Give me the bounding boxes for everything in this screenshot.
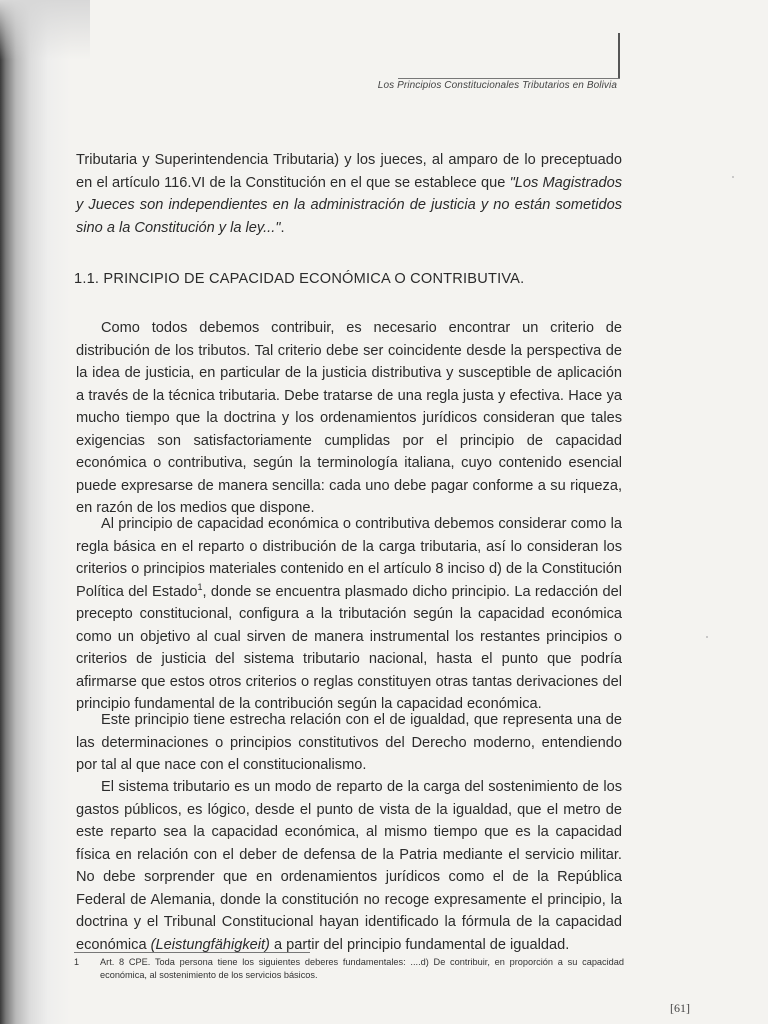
scan-speck (706, 636, 708, 638)
paragraph-4-term: (Leistungfähigkeit) (150, 936, 270, 953)
intro-quote: "Los Magistrados y Jueces son independientes en la administración de justicia y no están sometidos sino a la Constitución y la ley..." (76, 174, 622, 236)
scan-speck (732, 176, 734, 178)
header-horizontal-rule (398, 78, 620, 79)
page-number: [61] (670, 1001, 690, 1015)
paragraph-4-text: El sistema tributario es un modo de reparto de la carga del sostenimiento de los gastos públicos, es lógico, desde el punto de vista de la igualdad, que el metro de este reparto sea la capacidad económica, al mismo tiempo que es la capacidad física en relación con el deber de defensa de la Patria mediante el servicio militar. No debe sorprender que en ordenamientos jurídicos como el de la República Federal de Alemania, donde la constitución no recoge expresamente el principio, la doctrina y el Tribunal Constitucional hayan identificado la fórmula de la capacidad económica (76, 779, 622, 953)
paragraph-4 (76, 776, 622, 956)
intro-end: . (280, 219, 285, 236)
paragraph-2-text-a: Al principio de capacidad económica o contributiva debemos considerar como la regla básica en el reparto o distribución de la carga tributaria, así lo consideran los criterios o principios materiales contenido en el artículo 8 inciso d) de la Constitución Política del Estado (76, 516, 622, 600)
paragraph-1-text: Como todos debemos contribuir, es necesario encontrar un criterio de distribución de los tributos. Tal criterio debe ser coincidente desde la perspectiva de la idea de justicia, en particular de la justicia distributiva y susceptible de aplicación a través de la técnica tributaria. Debe tratarse de una regla justa y efectiva. Hace ya mucho tiempo que la doctrina y los ordenamientos jurídicos consideran que tales exigencias son satisfactoriamente cumplidas por el principio de capacidad económica o contributiva, según la terminología italiana, cuyo contenido esencial puede expresarse de manera sencilla: cada uno debe pagar conforme a su riqueza, en razón de los medios que dispone. (76, 320, 622, 516)
footnote-reference: 1 (197, 581, 203, 592)
page-corner-shadow (0, 0, 90, 60)
paragraph-3 (76, 709, 622, 777)
intro-paragraph (76, 149, 622, 239)
footnote-separator (74, 952, 310, 953)
footnote (74, 956, 624, 982)
page-binding-shadow (0, 0, 70, 1024)
paragraph-2 (76, 513, 622, 716)
paragraph-2-text-b: , donde se encuentra plasmado dicho principio. La redacción del precepto constitucional, configura a la tributación según la capacidad económica como un objetivo al cual sirven de manera instrumental los restantes principios o criterios de justicia del sistema tributario nacional, hasta el punto que podría afirmarse que estos otros criterios o reglas constituyen otras tantas derivaciones del principio fundamental de la contribución según la capacidad económica. (76, 583, 622, 712)
running-head: Los Principios Constitucionales Tributarios en Bolivia (377, 80, 617, 91)
paragraph-3-text: Este principio tiene estrecha relación con el de igualdad, que representa una de las determinaciones o principios constitutivos del Derecho moderno, entendiendo por tal al que nace con el constitucionalismo. (76, 712, 622, 773)
header-vertical-rule (618, 33, 620, 79)
section-heading: 1.1. PRINCIPIO DE CAPACIDAD ECONÓMICA O CONTRIBUTIVA. (74, 271, 525, 287)
paragraph-1 (76, 317, 622, 520)
footnote-mark: 1 (74, 957, 80, 967)
paragraph-4-tail: a partir del principio fundamental de igualdad. (269, 936, 570, 953)
footnote-text: Art. 8 CPE. Toda persona tiene los siguientes deberes fundamentales: ....d) De contribuir, en proporción a su capacidad económica, al sostenimiento de los servicios básicos. (100, 957, 624, 980)
intro-text: Tributaria y Superintendencia Tributaria) y los jueces, al amparo de lo preceptuado en el artículo 116.VI de la Constitución en el que se establece que (76, 152, 622, 191)
